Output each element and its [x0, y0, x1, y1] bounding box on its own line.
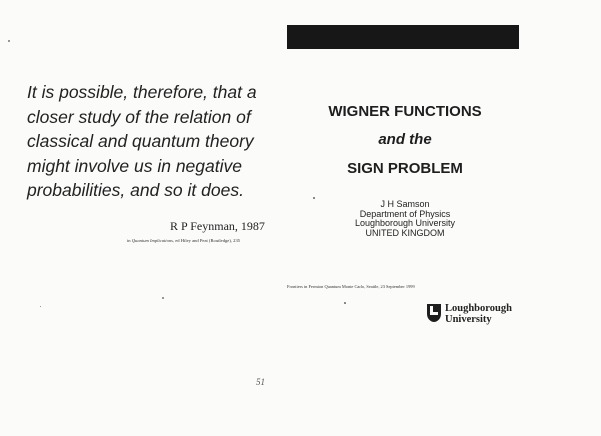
- author-country: UNITED KINGDOM: [365, 227, 445, 238]
- logo-text: [445, 303, 512, 325]
- scan-speck: [8, 40, 10, 42]
- quote-line: might involve us in negative: [27, 155, 242, 176]
- author-name: J H Samson: [380, 199, 430, 209]
- scan-speck: [313, 197, 315, 199]
- scan-speck: [344, 302, 346, 304]
- quote-block: [27, 80, 287, 203]
- title-line-3: SIGN PROBLEM: [347, 160, 463, 177]
- quote-line: It is possible, therefore, that a: [27, 82, 257, 102]
- conference-note: Frontiers in Fermion Quantum Monte Carlo, Seattle, 23 September 1999: [287, 284, 415, 289]
- title-line-2: and the: [378, 131, 432, 148]
- quote-line: classical and quantum theory: [27, 131, 254, 151]
- author-department: Department of Physics: [359, 208, 451, 219]
- author-university: Loughborough University: [354, 218, 456, 229]
- quote-line: closer study of the relation of: [27, 106, 251, 127]
- quote-line: probabilities, and so it does.: [27, 180, 244, 200]
- source-rest: , ed Hiley and Peat (Routledge), 235: [172, 238, 241, 243]
- title-line-1: WIGNER FUNCTIONS: [328, 103, 482, 120]
- university-crest-icon: [426, 303, 442, 323]
- source-title: Quantum Implications: [131, 238, 173, 243]
- scan-speck: [162, 297, 164, 299]
- quote-attribution: R P Feynman, 1987: [170, 219, 265, 233]
- page-number: 51: [256, 377, 265, 387]
- university-logo: [426, 303, 512, 325]
- logo-line-2: University: [445, 314, 492, 325]
- logo-line-1: Loughborough: [445, 303, 512, 314]
- source-prefix: in: [127, 238, 132, 243]
- redaction-bar: [287, 25, 519, 49]
- quote-source: [127, 238, 240, 243]
- scan-speck: [40, 306, 41, 307]
- author-block: [330, 200, 480, 238]
